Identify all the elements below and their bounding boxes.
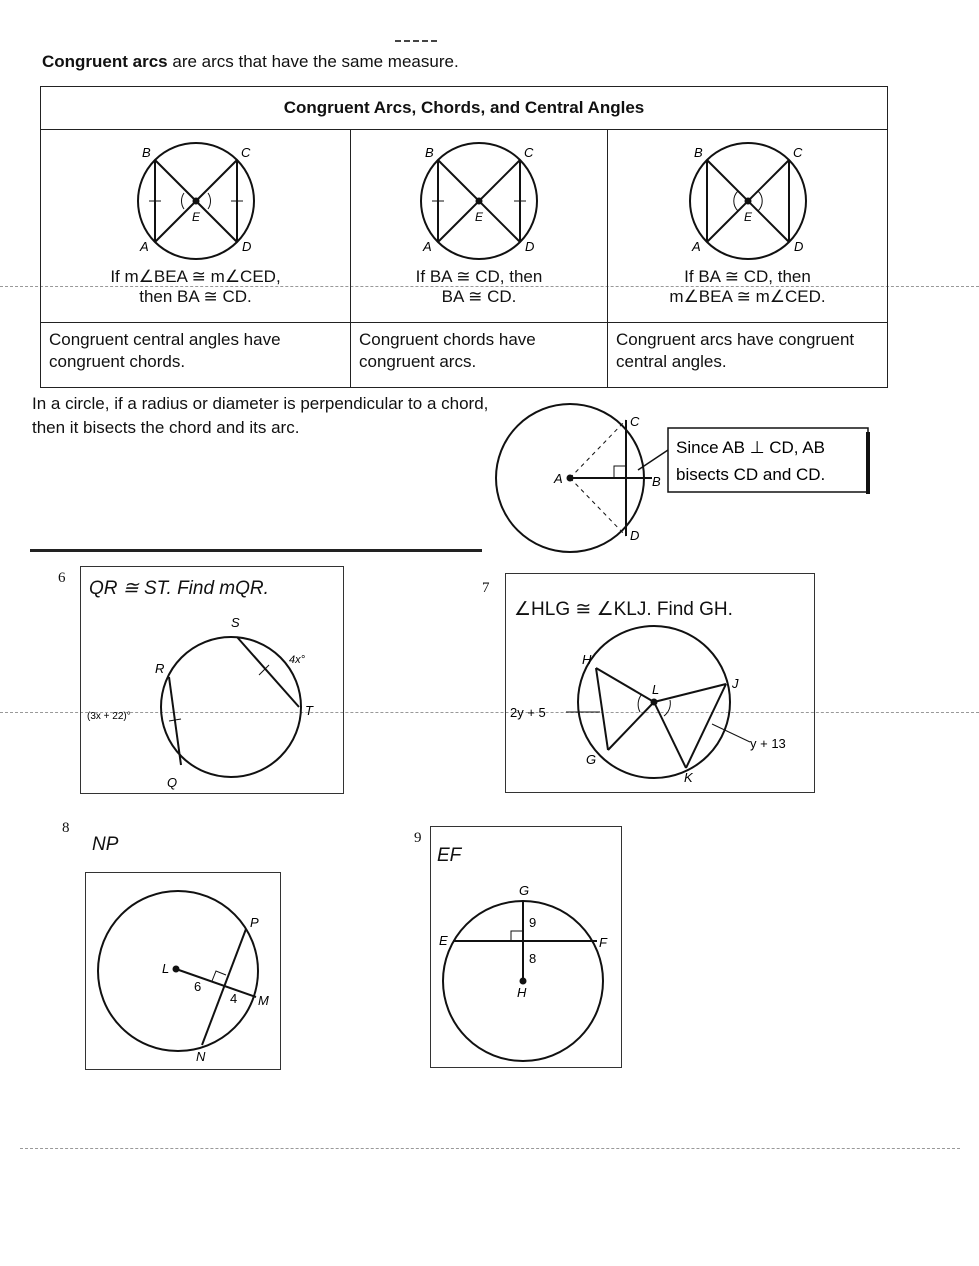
label-b: B — [425, 145, 434, 160]
label-e: E — [439, 933, 448, 948]
question-number-7: 7 — [482, 580, 490, 596]
question-diagram-9 — [431, 877, 621, 1067]
question-title-6: QR ≅ ST. Find mQR. — [89, 578, 269, 599]
label-a: A — [691, 239, 701, 254]
question-number-9: 9 — [414, 830, 422, 846]
label-d: D — [793, 239, 803, 254]
label-f: F — [599, 935, 607, 950]
question-title-8: NP — [92, 834, 119, 855]
label-l: L — [652, 682, 660, 697]
label-a: A — [139, 239, 149, 254]
label-m: M — [258, 993, 269, 1008]
caption-1b: then BA ≅ CD. — [139, 287, 252, 306]
intro-term: Congruent arcs — [42, 52, 168, 71]
caption-3b: m∠BEA ≅ m∠CED. — [669, 287, 826, 306]
label-q: Q — [167, 775, 178, 790]
question-title-9: EF — [437, 845, 462, 866]
label-h: H — [517, 985, 527, 1000]
label-c: C — [792, 145, 802, 160]
label-d: D — [630, 528, 640, 543]
label-g: G — [586, 752, 597, 767]
label-l: L — [162, 961, 170, 976]
table-title: Congruent Arcs, Chords, and Central Angles — [41, 87, 888, 130]
question-diagram-8 — [86, 873, 280, 1069]
question-box-9 — [430, 826, 622, 1068]
label-c: C — [630, 414, 640, 429]
question-box-8 — [85, 872, 281, 1070]
question-diagram-6 — [81, 607, 343, 793]
label-b: B — [693, 145, 703, 160]
label-h: H — [582, 652, 592, 667]
label-j: J — [732, 676, 739, 691]
question-box-7 — [505, 573, 815, 793]
caption-1a: If m∠BEA ≅ m∠CED, — [110, 267, 281, 286]
question-title-7: ∠HLG ≅ ∠KLJ. Find GH. — [514, 599, 733, 620]
label-b: B — [652, 474, 661, 489]
properties-table — [40, 86, 888, 388]
figure-cell-2 — [351, 130, 608, 323]
question-box-6 — [80, 566, 344, 794]
circle-figure-1 — [106, 141, 286, 261]
description-2: Congruent chords have congruent arcs. — [351, 323, 608, 388]
label-t: T — [305, 703, 313, 718]
label-g: G — [519, 883, 530, 898]
question-number-8: 8 — [62, 820, 70, 836]
label-r: R — [155, 661, 165, 676]
label-b: B — [141, 145, 151, 160]
theorem-text: In a circle, if a radius or diameter is perpendicular to a chord, then it bisects the chord and its arc. — [32, 394, 489, 437]
caption-2b: BA ≅ CD. — [441, 287, 517, 306]
label-a: A — [554, 471, 563, 486]
circle-figure-3 — [658, 141, 838, 261]
segment-label-4: 4 — [230, 991, 238, 1006]
label-c: C — [240, 145, 250, 160]
label-e: E — [191, 210, 200, 224]
arc-label-1: 4x° — [289, 654, 306, 666]
chord-label-1: 2y + 5 — [510, 705, 546, 720]
label-d: D — [241, 239, 251, 254]
label-p: P — [250, 915, 259, 930]
label-e: E — [475, 210, 484, 224]
scan-line — [20, 1148, 960, 1149]
segment-label-6: 6 — [194, 979, 202, 994]
description-3: Congruent arcs have congruent central angles. — [608, 323, 888, 388]
label-k: K — [684, 770, 693, 785]
label-d: D — [525, 239, 535, 254]
label-a: A — [423, 239, 432, 254]
label-n: N — [196, 1049, 206, 1064]
question-number-6: 6 — [58, 570, 66, 586]
theorem-diagram — [488, 400, 880, 556]
figure-cell-1 — [41, 130, 351, 323]
caption-2a: If BA ≅ CD, then — [415, 267, 543, 286]
scan-mark — [395, 40, 437, 42]
circle-figure-2 — [389, 141, 569, 261]
label-c: C — [524, 145, 534, 160]
section-divider — [30, 549, 482, 552]
caption-3a: If BA ≅ CD, then — [684, 267, 811, 286]
intro-text — [42, 52, 459, 72]
arc-label-2: (3x + 22)° — [87, 711, 131, 722]
segment-label-9: 9 — [529, 915, 537, 930]
intro-rest: are arcs that have the same measure. — [167, 52, 459, 71]
description-1: Congruent central angles have congruent chords. — [41, 323, 351, 388]
figure-cell-3 — [608, 130, 888, 323]
segment-label-8: 8 — [529, 951, 537, 966]
callout-line-1: Since AB ⊥ CD, AB — [676, 438, 825, 457]
callout-line-2: bisects CD and CD. — [676, 465, 826, 484]
label-e: E — [743, 210, 752, 224]
question-diagram-7 — [506, 624, 814, 792]
chord-label-2: y + 13 — [750, 736, 786, 751]
label-s: S — [231, 615, 240, 630]
